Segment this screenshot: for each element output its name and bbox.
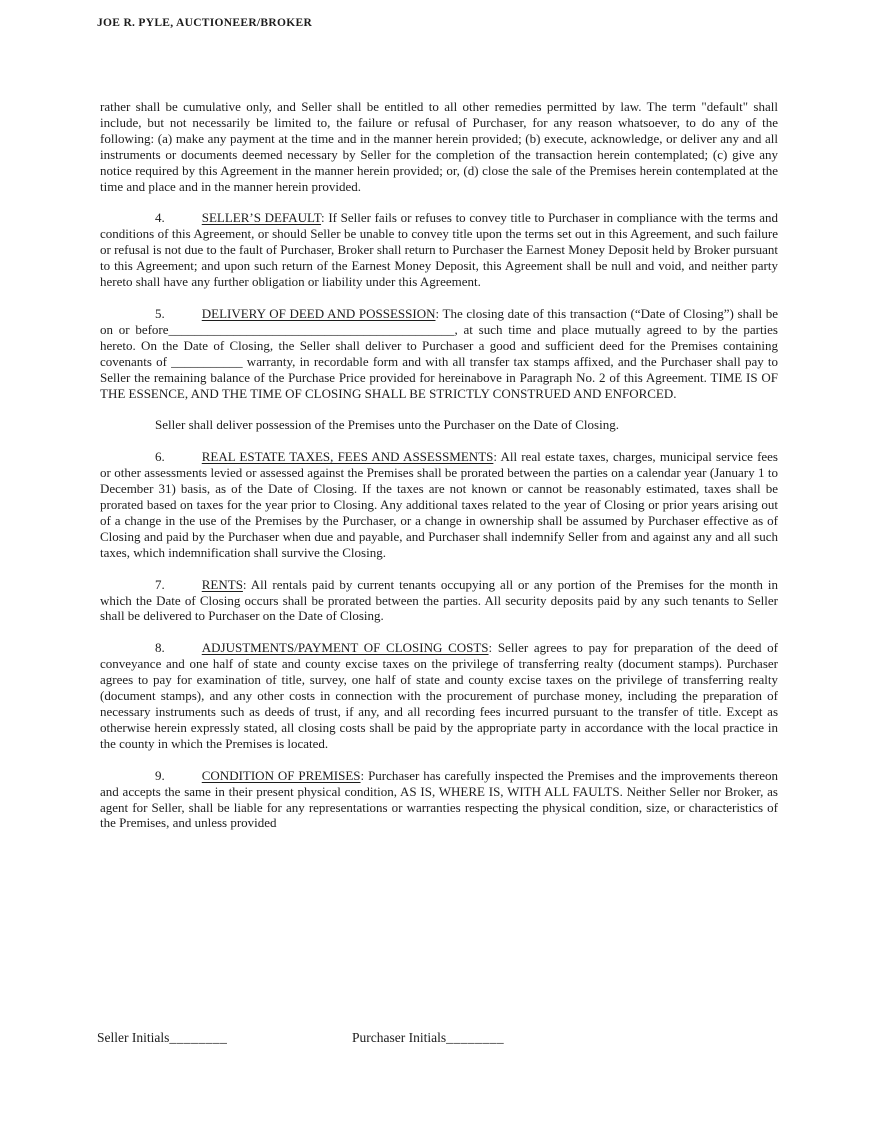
paragraph-number: 7. bbox=[155, 576, 165, 592]
paragraph-possession: Seller shall deliver possession of the Premises unto the Purchaser on the Date of Closing. bbox=[155, 417, 619, 433]
paragraph-heading: CONDITION OF PREMISES bbox=[201, 767, 361, 783]
purchaser-initials-block bbox=[352, 1030, 504, 1046]
paragraph-number: 9. bbox=[155, 767, 165, 783]
paragraph-number: 5. bbox=[155, 305, 165, 321]
document-header bbox=[97, 17, 312, 29]
paragraph-number: 8. bbox=[155, 640, 165, 656]
seller-initials-label: Seller Initials bbox=[97, 1030, 170, 1045]
paragraph-delivery-of-deed-and-possession: 5. DELIVERY OF DEED AND POSSESSION: The closing date of this transaction (“Date of Closing”) shall be on or before____________________________________________, at such time and place mutually agreed to by the parties hereto. On the Date of Closing, the Seller shall deliver to Purchaser a good and sufficient deed for the Premises containing covenants of ___________ warranty, in recordable form and with all transfer tax stamps affixed, and the Purchaser shall pay to Seller the remaining balance of the Purchase Price provided for hereinabove in Paragraph No. 2 of this Agreement. TIME IS OF THE ESSENCE, AND THE TIME OF CLOSING SHALL BE STRICTLY CONSTRUED AND ENFORCED. bbox=[100, 305, 778, 401]
paragraph-number: 6. bbox=[155, 449, 165, 465]
paragraph-heading: RENTS bbox=[201, 576, 243, 592]
signature-footer bbox=[97, 1030, 777, 1052]
paragraph-heading: SELLER’S DEFAULT bbox=[201, 210, 322, 226]
purchaser-initials-label: Purchaser Initials bbox=[352, 1030, 447, 1045]
broker-name: JOE R. PYLE, AUCTIONEER/BROKER bbox=[97, 17, 313, 29]
paragraph-sellers-default: 4. SELLER’S DEFAULT: If Seller fails or refuses to convey title to Purchaser in compliance with the terms and conditions of this Agreement, or should Seller be unable to convey title upon the terms set out in this Agreement, and such failure or refusal is not due to the fault of Purchaser, Broker shall return to Purchaser the Earnest Money Deposit held by Broker pursuant to this Agreement; and upon such return of the Earnest Money Deposit, this Agreement shall be null and void, and neither party hereto shall have any further obligation or liability under this Agreement. bbox=[100, 210, 778, 290]
paragraph-rents: 7. RENTS: All rentals paid by current tenants occupying all or any portion of the Premises for the month in which the Date of Closing occurs shall be prorated between the parties. All security deposits paid by any such tenants to Seller shall be delivered to Purchaser on the Date of Closing. bbox=[100, 576, 778, 624]
purchaser-initials-blank: ________ bbox=[446, 1030, 505, 1045]
paragraph-default-remedies-continuation: rather shall be cumulative only, and Seller shall be entitled to all other remedies permitted by law. The term "default" shall include, but not necessarily be limited to, the failure or refusal of Purchaser, for any reason whatsoever, to do any of the following: (a) make any payment at the time and in the manner herein provided; (b) execute, acknowledge, or deliver any and all instruments or documents deemed necessary by Seller for the completion of the transaction herein contemplated; (c) give any notice required by this Agreement in the manner herein provided; or, (d) close the sale of the Premises herein contemplated at the time and place and in the manner herein provided. bbox=[100, 99, 778, 194]
paragraph-heading: REAL ESTATE TAXES, FEES AND ASSESSMENTS bbox=[201, 449, 494, 465]
paragraph-adjustments-closing-costs: 8. ADJUSTMENTS/PAYMENT OF CLOSING COSTS: Seller agrees to pay for preparation of the deed of conveyance and one half of state and county excise taxes on the privilege of transferring realty (document stamps). Purchaser agrees to pay for examination of title, survey, one half of state and county excise taxes on the privilege of transferring realty (document stamps), and any other costs in connection with the procurement of purchase money, including the preparation of necessary instruments such as deeds of trust, if any, and all recording fees incurred pursuant to the transfer of title. Except as otherwise herein expressly stated, all closing costs shall be paid by the appropriate party in accordance with the local practice in the county in which the Premises is located. bbox=[100, 640, 778, 751]
paragraph-condition-of-premises: 9. CONDITION OF PREMISES: Purchaser has carefully inspected the Premises and the improvements thereon and accepts the same in their present physical condition, AS IS, WHERE IS, WITH ALL FAULTS. Neither Seller nor Broker, as agent for Seller, shall be liable for any representations or warranties respecting the physical condition, size, or characteristics of the Premises, and unless provided bbox=[100, 767, 778, 831]
seller-initials-blank: ________ bbox=[169, 1030, 228, 1045]
paragraph-heading: DELIVERY OF DEED AND POSSESSION bbox=[201, 305, 436, 321]
document-body bbox=[100, 99, 778, 847]
paragraph-number: 4. bbox=[155, 210, 165, 226]
seller-initials-block bbox=[97, 1030, 227, 1046]
paragraph-heading: ADJUSTMENTS/PAYMENT OF CLOSING COSTS bbox=[201, 640, 489, 656]
paragraph-real-estate-taxes: 6. REAL ESTATE TAXES, FEES AND ASSESSMENTS: All real estate taxes, charges, municipal service fees or other assessments levied or assessed against the Premises shall be prorated between the parties on a calendar year (January 1 to December 31) basis, as of the Date of Closing. If the taxes are not known or cannot be reasonably estimated, taxes shall be prorated based on taxes for the year prior to Closing. Any additional taxes related to the year of Closing or prior years arising out of a change in the use of the Premises by the Purchaser, or a change in ownership shall be assumed by Purchaser effective as of Closing and paid by the Purchaser when due and payable, and Purchaser shall indemnify Seller from and against any and all such taxes, which indemnification shall survive the Closing. bbox=[100, 449, 778, 560]
